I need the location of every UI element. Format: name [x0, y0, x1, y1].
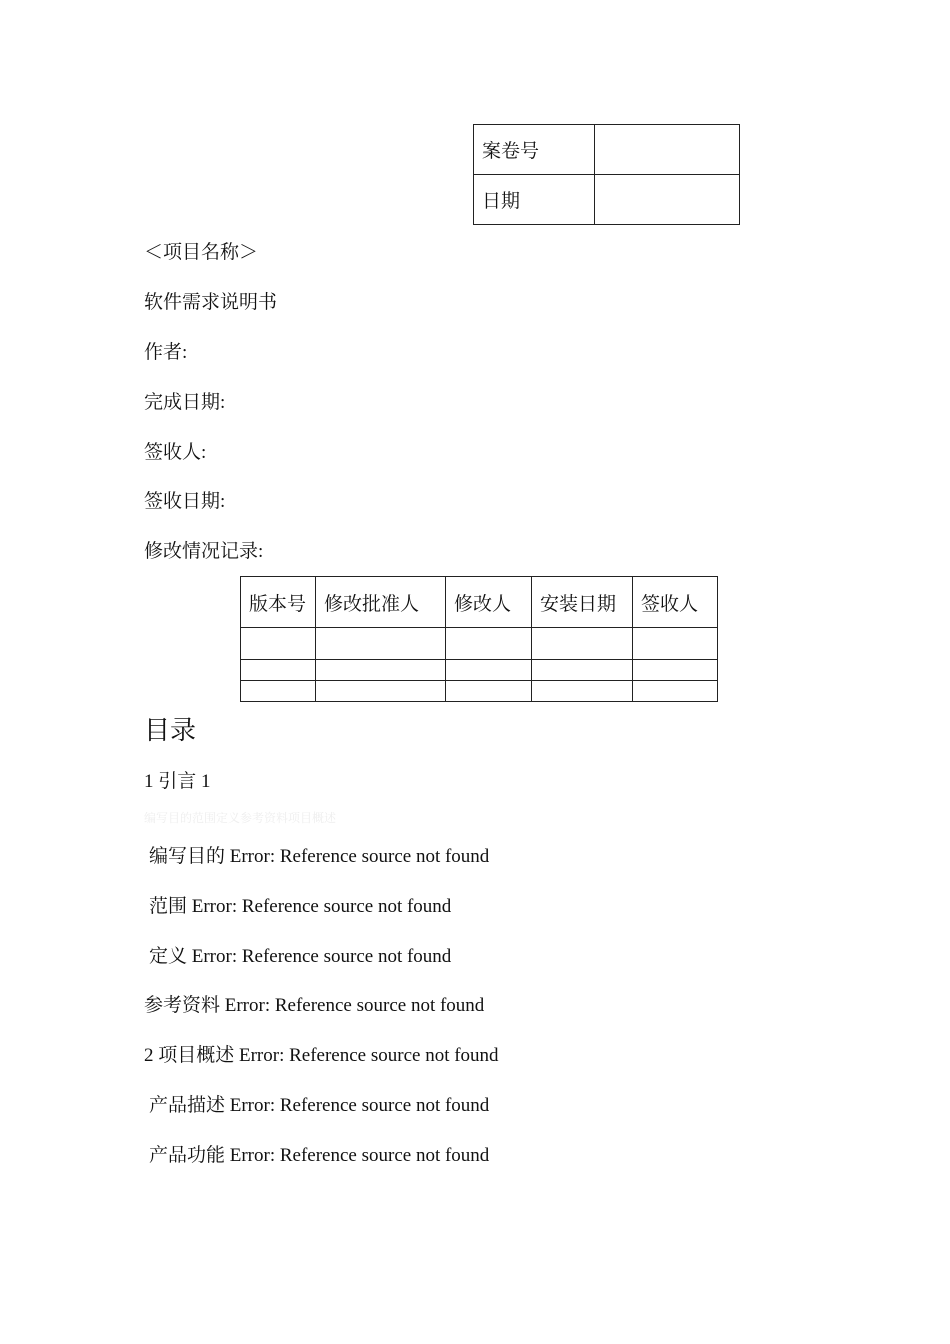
table-cell — [532, 681, 633, 702]
table-row — [241, 681, 718, 702]
toc-entry-introduction[interactable]: 1 引言 1 — [144, 771, 211, 792]
archive-row-date — [474, 175, 740, 225]
toc-entry-project-overview[interactable]: 2 项目概述 Error: Reference source not found — [144, 1045, 499, 1066]
revision-record-label: 修改情况记录: — [144, 541, 264, 562]
revision-header-version: 版本号 — [241, 577, 316, 628]
archive-table — [473, 124, 740, 225]
project-name: ＜项目名称＞ — [144, 242, 259, 263]
table-cell — [633, 660, 718, 681]
receive-date-field: 签收日期: — [144, 491, 226, 512]
toc-entry-product-functions[interactable]: 产品功能 Error: Reference source not found — [149, 1145, 490, 1166]
toc-entry-purpose[interactable]: 编写目的 Error: Reference source not found — [149, 846, 490, 867]
table-cell — [446, 681, 532, 702]
revision-header-approver: 修改批准人 — [316, 577, 446, 628]
toc-title: 目录 — [144, 716, 197, 746]
archive-date-value — [595, 175, 740, 225]
table-row — [241, 660, 718, 681]
archive-row-number — [474, 125, 740, 175]
toc-faint-line: 编写目的范围定义参考资料项目概述 — [144, 811, 337, 825]
table-cell — [633, 681, 718, 702]
toc-entry-references[interactable]: 参考资料 Error: Reference source not found — [144, 995, 485, 1016]
revision-header-row — [241, 577, 718, 628]
revision-header-install-date: 安装日期 — [532, 577, 633, 628]
table-cell — [316, 681, 446, 702]
toc-entry-product-description[interactable]: 产品描述 Error: Reference source not found — [149, 1095, 490, 1116]
revision-header-modifier: 修改人 — [446, 577, 532, 628]
archive-number-label: 案卷号 — [474, 125, 595, 175]
table-cell — [241, 660, 316, 681]
table-cell — [241, 681, 316, 702]
table-cell — [446, 628, 532, 660]
archive-number-value — [595, 125, 740, 175]
revision-header-receiver: 签收人 — [633, 577, 718, 628]
toc-entry-scope[interactable]: 范围 Error: Reference source not found — [149, 896, 452, 917]
completion-date-field: 完成日期: — [144, 392, 226, 413]
receiver-field: 签收人: — [144, 442, 207, 463]
table-cell — [532, 628, 633, 660]
table-cell — [532, 660, 633, 681]
document-title: 软件需求说明书 — [144, 292, 278, 313]
revision-table — [240, 576, 718, 702]
table-cell — [241, 628, 316, 660]
toc-entry-definitions[interactable]: 定义 Error: Reference source not found — [149, 946, 452, 967]
author-field: 作者: — [144, 342, 188, 363]
table-cell — [316, 628, 446, 660]
table-cell — [316, 660, 446, 681]
table-cell — [446, 660, 532, 681]
archive-date-label: 日期 — [474, 175, 595, 225]
table-cell — [633, 628, 718, 660]
table-row — [241, 628, 718, 660]
